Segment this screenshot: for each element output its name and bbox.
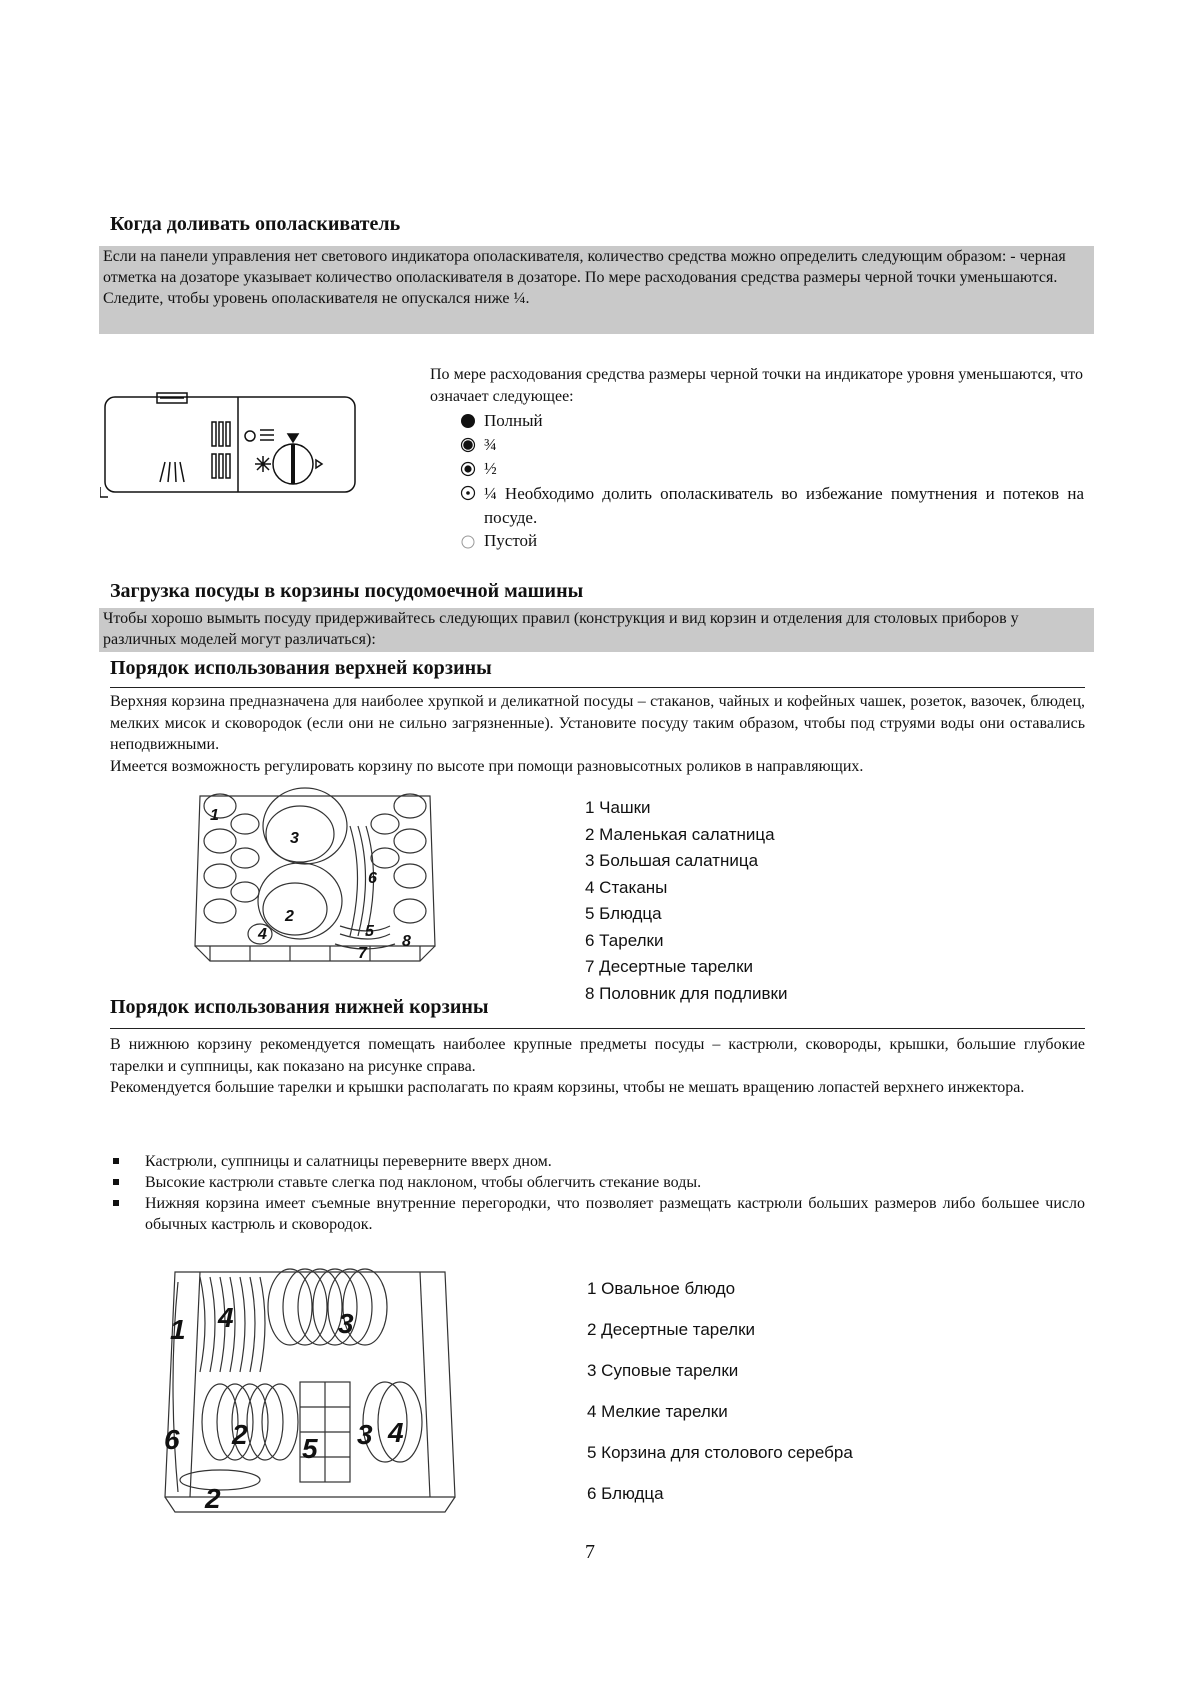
lower-label-4b: 4	[388, 1417, 404, 1448]
upper-text	[110, 691, 1085, 777]
level-full	[452, 410, 543, 431]
upper-label-6: 6	[368, 870, 377, 887]
upper-legend-item: 5 Блюдца	[585, 904, 662, 923]
lower-legend-item: 1 Овальное блюдо	[587, 1279, 736, 1298]
level-three-quarters-label: ¾	[484, 435, 497, 454]
dot-empty-icon	[452, 530, 484, 551]
upper-paragraph-1: Верхняя корзина предназначена для наиболее хрупкой и деликатной посуды – стаканов, чайных и кофейных чашек, розеток, вазочек, блюдец, мелких мисок и сковородок (если они не сильно загрязненные). Установите посуду таким образом, чтобы под струями воды они оставались неподвижными.	[110, 693, 1085, 753]
level-full-label: Полный	[484, 411, 543, 430]
lower-legend-item: 2 Десертные тарелки	[587, 1320, 755, 1339]
page-number: 7	[585, 1541, 595, 1563]
level-quarter	[452, 482, 1084, 530]
lower-legend	[587, 1268, 853, 1514]
dot-quarter-icon	[452, 482, 484, 503]
rinse-intro-box	[99, 246, 1094, 334]
upper-heading: Порядок использования верхней корзины	[110, 657, 492, 679]
upper-label-4: 4	[258, 926, 267, 943]
lower-legend-item: 5 Корзина для столового серебра	[587, 1443, 853, 1462]
dot-three-quarters-icon	[452, 434, 484, 455]
upper-label-5: 5	[365, 923, 374, 940]
lower-legend-item: 3 Суповые тарелки	[587, 1361, 739, 1380]
level-empty	[452, 530, 537, 551]
upper-legend-item: 4 Стаканы	[585, 877, 668, 897]
lower-label-1: 1	[170, 1314, 186, 1345]
level-half	[452, 458, 497, 479]
loading-intro-box	[99, 608, 1094, 652]
upper-legend-item: 7 Десертные тарелки	[585, 957, 753, 976]
lower-label-5: 5	[302, 1433, 318, 1464]
bullet-item: Кастрюли, суппницы и салатницы переверните вверх дном.	[110, 1151, 1085, 1172]
lower-label-4a: 4	[218, 1302, 234, 1333]
upper-legend-item: 3 Большая салатница	[585, 851, 759, 870]
dot-half-icon	[452, 458, 484, 479]
lower-legend-item: 4 Мелкие тарелки	[587, 1402, 728, 1421]
upper-label-3: 3	[290, 830, 299, 847]
level-three-quarters	[452, 434, 497, 455]
upper-legend	[585, 795, 787, 1007]
level-half-label: ½	[484, 459, 497, 478]
loading-heading: Загрузка посуды в корзины посудомоечной машины	[110, 580, 584, 602]
lower-label-6: 6	[164, 1424, 180, 1455]
rinse-indicator-text: По мере расходования средства размеры черной точки на индикаторе уровня уменьшаются, что означает следующее:	[430, 366, 1083, 405]
lower-bullets	[110, 1151, 1085, 1235]
upper-label-7: 7	[358, 945, 367, 962]
lower-label-3b: 3	[357, 1419, 373, 1450]
level-empty-label: Пустой	[484, 531, 538, 550]
lower-rule	[110, 1028, 1085, 1029]
lower-label-3a: 3	[338, 1308, 354, 1339]
upper-legend-item: 6 Тарелки	[585, 930, 664, 950]
upper-legend-item: 2 Маленькая салатница	[585, 824, 775, 844]
lower-paragraph-1: В нижнюю корзину рекомендуется помещать наиболее крупные предметы посуды – кастрюли, сковороды, крышки, большие глубокие тарелки и суппницы, как показано на рисунке справа.	[110, 1036, 1085, 1075]
upper-label-8: 8	[402, 933, 411, 950]
upper-legend-item: 1 Чашки	[585, 798, 651, 817]
upper-basket-illustration	[190, 786, 440, 966]
bullet-item: Высокие кастрюли ставьте слегка под наклоном, чтобы облегчить стекание воды.	[110, 1172, 1085, 1193]
lower-text	[110, 1034, 1085, 1099]
dot-full-icon	[452, 410, 484, 431]
loading-intro-text: Чтобы хорошо вымыть посуду придерживайтесь следующих правил (конструкция и вид корзин и отделения для столовых приборов у различных моделей могут различаться):	[103, 610, 1019, 648]
bullet-item: Нижняя корзина имеет съемные внутренние перегородки, что позволяет размещать кастрюли больших размеров либо большее число обычных кастрюль и сковородок.	[110, 1193, 1085, 1235]
rinse-dispenser-illustration	[100, 392, 360, 499]
upper-rule	[110, 687, 1085, 688]
upper-paragraph-2: Имеется возможность регулировать корзину по высоте при помощи разновысотных роликов в направляющих.	[110, 757, 864, 775]
upper-legend-item: 8 Половник для подливки	[585, 983, 788, 1003]
lower-label-2b: 2	[205, 1483, 221, 1514]
rinse-heading: Когда доливать ополаскиватель	[110, 213, 401, 235]
upper-label-2: 2	[285, 908, 294, 925]
lower-basket-illustration	[160, 1262, 460, 1514]
level-quarter-label: ¼ Необходимо долить ополаскиватель во избежание помутнения и потеков на посуде.	[484, 484, 1084, 527]
lower-label-2a: 2	[232, 1419, 248, 1450]
rinse-intro-text: Если на панели управления нет светового индикатора ополаскивателя, количество средства можно определить следующим образом: - черная отметка на дозаторе указывает количество ополаскивателя в дозаторе. По мере расходования средства размеры черной точки уменьшаются. Следите, чтобы уровень ополаскивателя не опускался ниже ¼.	[103, 248, 1066, 307]
upper-label-1: 1	[210, 807, 219, 824]
lower-heading: Порядок использования нижней корзины	[110, 996, 489, 1018]
lower-legend-item: 6 Блюдца	[587, 1484, 664, 1503]
lower-paragraph-2: Рекомендуется большие тарелки и крышки располагать по краям корзины, чтобы не мешать вращению лопастей верхнего инжектора.	[110, 1079, 1025, 1096]
